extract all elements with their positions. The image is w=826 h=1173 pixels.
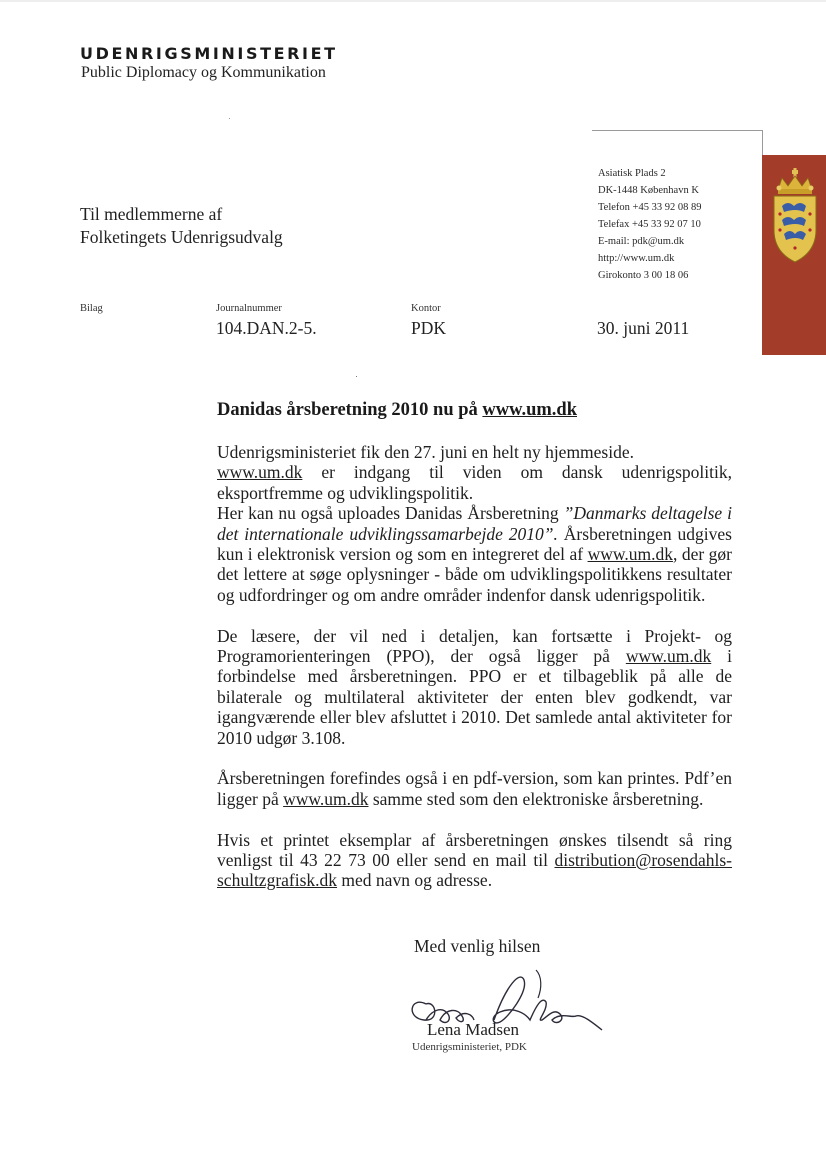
p1-line: , der gør det (217, 544, 732, 585)
heart-4 (808, 228, 811, 231)
p2-line: forbindelse med årsberetningen. PPO er et tilbageblik på alle de (217, 666, 732, 687)
closing-greeting: Med venlig hilsen (414, 936, 541, 956)
paragraph-1 (217, 442, 732, 605)
address-phone: Telefon +45 33 92 08 89 (598, 202, 702, 213)
signature-flourish (536, 970, 541, 998)
subject-text: Danidas årsberetning 2010 nu på (217, 400, 483, 420)
heart-1 (778, 212, 781, 215)
p4-line: Hvis et printet eksemplar af årsberetningen ønskes tilsendt så ring (217, 829, 732, 850)
paragraph-3 (217, 768, 732, 809)
journal-value: 104.DAN.2-5. (216, 318, 317, 338)
p2-line: 2010 udgør 3.108. (217, 727, 346, 748)
p1-line: lettere at søge oplysninger - både om udviklingspolitikkens resultater og (217, 564, 732, 605)
organization-name: UDENRIGSMINISTERIET (80, 44, 338, 63)
p1-line: er indgang til viden om dansk udenrigspolitik, (302, 462, 732, 483)
distribution-email-link[interactable]: distribution@rosendahls- (554, 850, 732, 871)
address-street: Asiatisk Plads 2 (598, 168, 666, 179)
signer-name: Lena Madsen (427, 1020, 520, 1039)
p3-line: Årsberetningen forefindes også i en pdf-version, som kan printes. Pdf’en (217, 768, 732, 789)
journal-label: Journalnummer (216, 303, 282, 314)
letterhead-rule (592, 130, 762, 131)
um-link[interactable]: www.um.dk (625, 646, 712, 667)
paragraph-2 (217, 626, 732, 748)
distribution-email-link[interactable]: schultzgrafisk.dk (217, 870, 338, 891)
p1-line: udfordringer og om andre områder indenfor dansk udenrigspolitik. (238, 584, 706, 605)
address-giro: Girokonto 3 00 18 06 (598, 270, 689, 281)
address-web: http://www.um.dk (598, 253, 675, 264)
kontor-label: Kontor (411, 303, 441, 314)
p3-line: samme sted som den elektroniske årsberetning. (368, 788, 704, 809)
crown-shape (778, 176, 812, 190)
subject-link[interactable]: www.um.dk (482, 400, 577, 420)
recipient-line-1: Til medlemmerne af (80, 204, 223, 224)
heart-3 (778, 228, 781, 231)
um-link[interactable]: www.um.dk (283, 788, 369, 809)
crown-band (778, 189, 812, 194)
scan-speck (356, 376, 357, 377)
p2-line: bilaterale og multilateral aktiviteter der enten blev godkendt, var (217, 686, 732, 707)
department-name: Public Diplomacy og Kommunikation (81, 64, 326, 81)
p1-line: Årsberetningen udgives kun i (217, 523, 732, 565)
crown-pearl-right (809, 186, 814, 191)
heart-5 (793, 246, 796, 249)
p2-line: Programorienteringen (PPO), der også ligger på (217, 646, 626, 667)
p2-line: De læsere, der vil ned i detaljen, kan fortsætte i Projekt- og (217, 625, 732, 646)
recipient-line-2: Folketingets Udenrigsudvalg (80, 227, 283, 247)
signer-title: Udenrigsministeriet, PDK (412, 1041, 527, 1053)
p1-line: eksportfremme og udviklingspolitik. (217, 482, 474, 503)
recipient-block (80, 203, 283, 249)
p2-line: i (711, 646, 732, 667)
subject-line (217, 400, 577, 421)
report-title-italic: ”Danmarks deltagelse i det (217, 503, 732, 544)
um-link[interactable]: www.um.dk (217, 462, 303, 483)
p4-line: venligst til 43 22 73 00 eller send en mail til (217, 850, 555, 871)
coat-of-arms-icon (770, 168, 820, 264)
paragraph-4 (217, 830, 732, 891)
report-title-italic: internationale udviklingssamarbejde 2010”. (244, 523, 558, 544)
p1-line: Udenrigsministeriet fik den 27. juni en helt ny hjemmeside. (217, 442, 635, 462)
heart-2 (808, 212, 811, 215)
address-fax: Telefax +45 33 92 07 10 (598, 219, 701, 230)
scan-speck (229, 118, 230, 119)
kontor-value: PDK (411, 318, 447, 338)
p2-line: igangværende eller blev afsluttet i 2010. Det samlede antal aktiviteter for (217, 707, 732, 728)
crown-pearl-left (777, 186, 782, 191)
address-email: E-mail: pdk@um.dk (598, 236, 685, 247)
letter-date: 30. juni 2011 (597, 318, 690, 338)
scan-edge (0, 0, 826, 2)
um-link[interactable]: www.um.dk (587, 544, 673, 565)
address-city: DK-1448 København K (598, 185, 699, 196)
p4-line: med navn og adresse. (337, 870, 493, 891)
letterhead-vertical-rule (762, 130, 763, 156)
p1-line: Her kan nu også uploades Danidas Årsberetning (217, 503, 564, 524)
p3-line: ligger på (217, 788, 284, 809)
bilag-label: Bilag (80, 303, 103, 314)
p1-line: elektronisk version og som en integreret del af (257, 544, 588, 565)
sender-address (598, 165, 701, 284)
letter-body (217, 442, 732, 911)
